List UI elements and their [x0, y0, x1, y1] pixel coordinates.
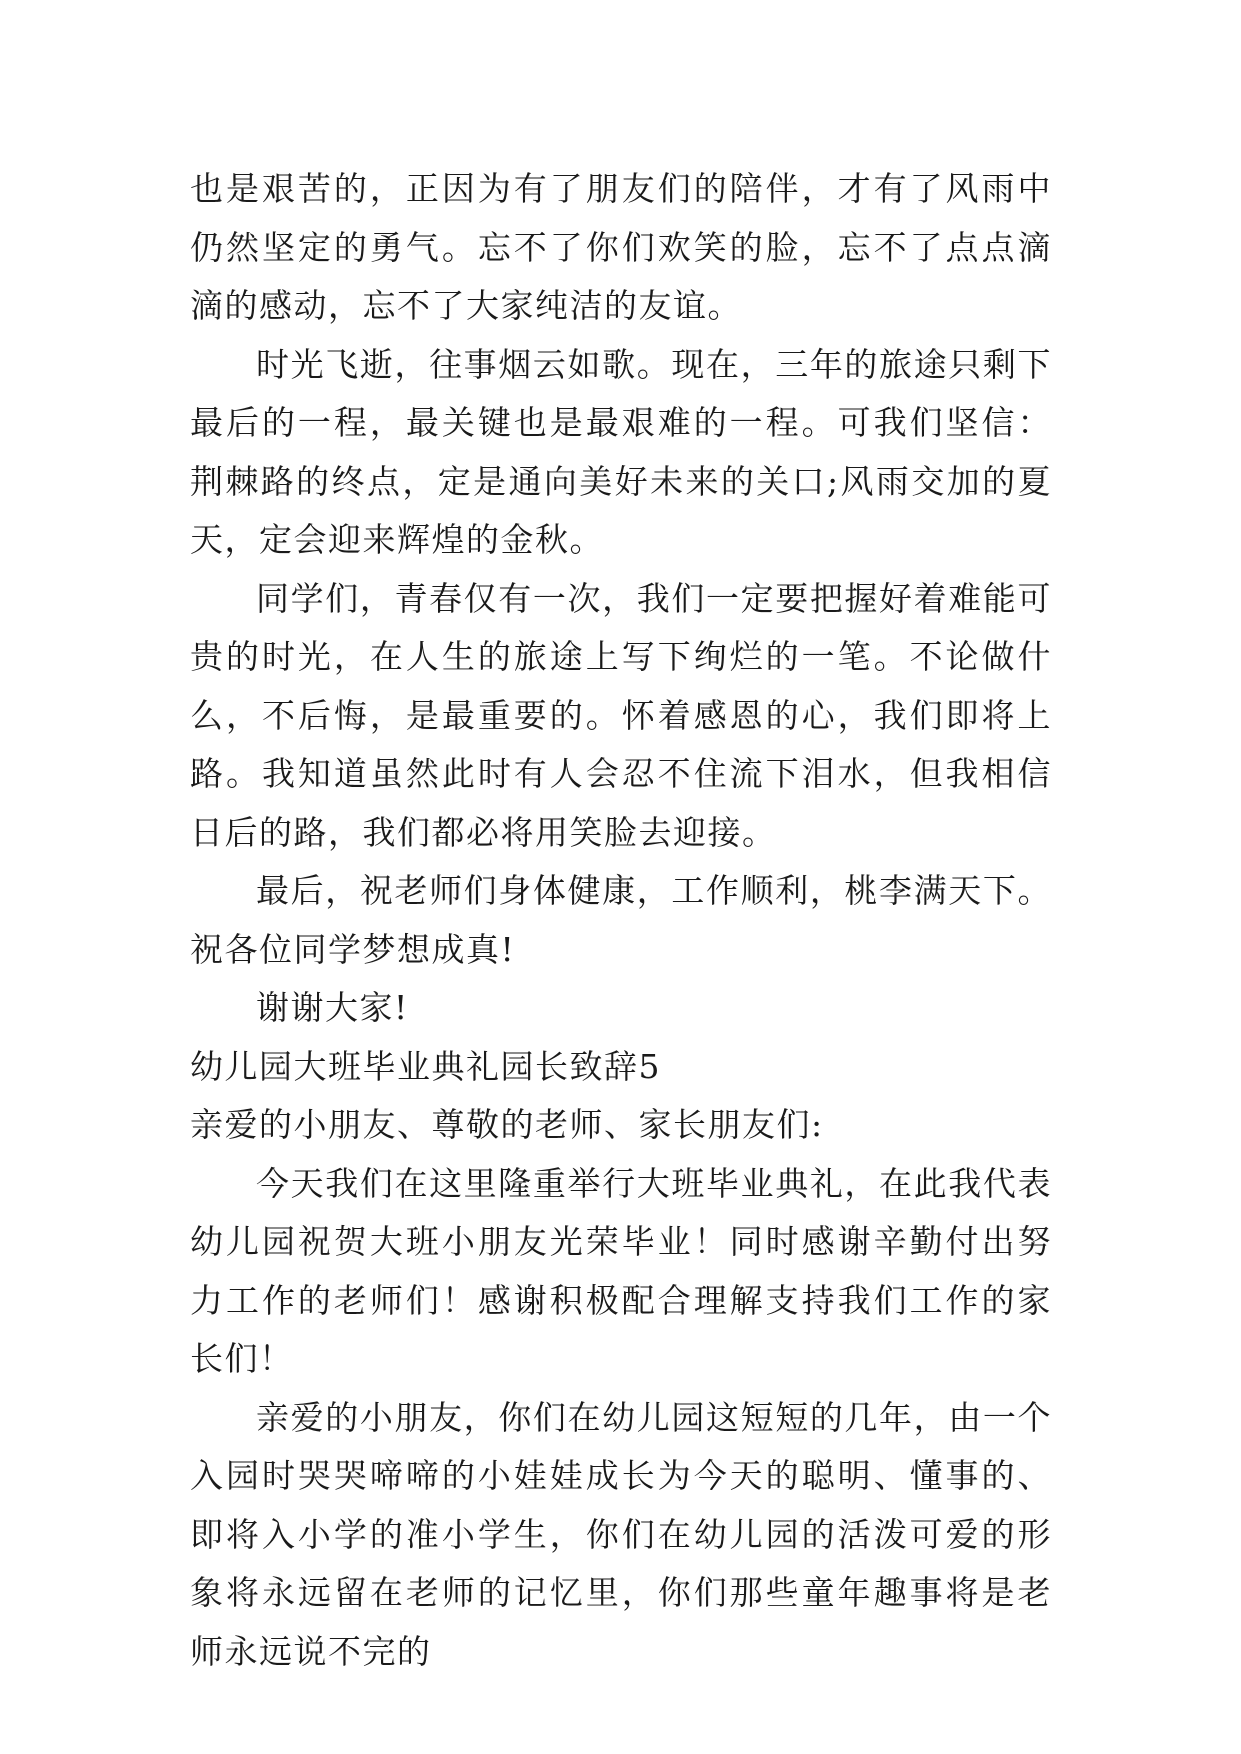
paragraph: 同学们，青春仅有一次，我们一定要把握好着难能可贵的时光，在人生的旅途上写下绚烂的一笔。不论做什么，不后悔，是最重要的。怀着感恩的心，我们即将上路。我知道虽然此时有人会忍不住流下泪水，但我相信日后的路，我们都必将用笑脸去迎接。	[190, 578, 1052, 852]
paragraph: 谢谢大家!	[256, 988, 409, 1027]
section-title: 幼儿园大班毕业典礼园长致辞5	[190, 1046, 661, 1086]
paragraph: 亲爱的小朋友，你们在幼儿园这短短的几年，由一个入园时哭哭啼啼的小娃娃成长为今天的聪明、懂事的、即将入小学的准小学生，你们在幼儿园的活泼可爱的形象将永远留在老师的记忆里，你们那些童年趣事将是老师永远说不完的	[190, 1397, 1052, 1671]
paragraph: 最后，祝老师们身体健康，工作顺利，桃李满天下。祝各位同学梦想成真!	[190, 871, 1052, 969]
paragraph: 也是艰苦的，正因为有了朋友们的陪伴，才有了风雨中仍然坚定的勇气。忘不了你们欢笑的脸，忘不了点点滴滴的感动，忘不了大家纯洁的友谊。	[190, 169, 1052, 325]
paragraph: 今天我们在这里隆重举行大班毕业典礼，在此我代表幼儿园祝贺大班小朋友光荣毕业！同时感谢辛勤付出努力工作的老师们！感谢积极配合理解支持我们工作的家长们！	[190, 1163, 1052, 1378]
paragraph: 时光飞逝，往事烟云如歌。现在，三年的旅途只剩下最后的一程，最关键也是最艰难的一程。可我们坚信：荆棘路的终点，定是通向美好未来的关口;风雨交加的夏天，定会迎来辉煌的金秋。	[190, 344, 1052, 559]
document-body	[190, 160, 1052, 1681]
salutation: 亲爱的小朋友、尊敬的老师、家长朋友们:	[190, 1105, 824, 1144]
